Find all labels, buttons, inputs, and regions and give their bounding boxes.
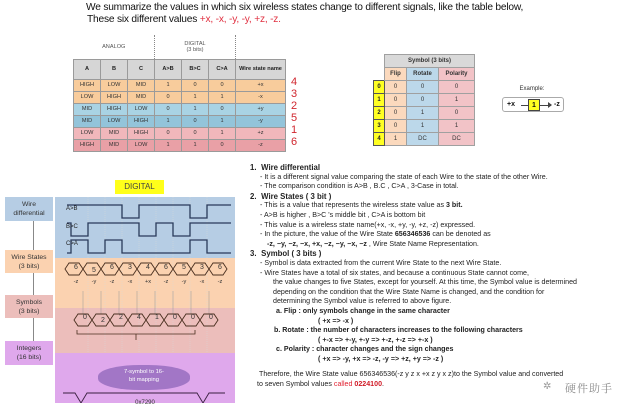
signal-label-bc: B>C xyxy=(66,224,78,230)
connector-line xyxy=(33,221,34,250)
col-polarity: Polarity xyxy=(439,68,475,81)
note-line: - The comparison condition is A>B , B.C , C>A , 3-Case in total. xyxy=(260,182,459,191)
note-line: - In the picture, the value of the Wire State 656346536 can be denoted as xyxy=(260,230,491,239)
row-number: 5 xyxy=(291,112,298,124)
arrow-right-icon xyxy=(548,102,552,108)
group-header-row xyxy=(74,35,286,59)
table-row: LOW MID HIGH 0 0 1 +z xyxy=(74,127,286,139)
row-number: 6 xyxy=(291,136,298,148)
section-heading-2: 2. Wire States ( 3 bit ) xyxy=(250,191,332,201)
wire-state-name: -x xyxy=(199,279,205,285)
example-box xyxy=(502,97,564,112)
table-row: MID HIGH LOW 0 1 0 +y xyxy=(74,103,286,115)
symbol-value: 0 xyxy=(191,314,195,321)
group-empty xyxy=(236,35,286,59)
side-label-integers: Integers (16 bits) xyxy=(5,341,53,365)
rule-polarity: c. Polarity : character changes and the sign changes xyxy=(276,345,454,354)
col-rotate: Rotate xyxy=(407,68,439,81)
explanation-notes xyxy=(245,163,640,390)
symbol-table xyxy=(373,54,475,146)
col-name: Wire state name xyxy=(236,59,286,79)
intro-line-2 xyxy=(86,14,523,26)
rule-polarity-example: ( +x => -y, +x => -z, -y => +z, +y => -z ) xyxy=(318,354,444,363)
symbol-value: 0 xyxy=(173,314,177,321)
wire-state-number: 6 xyxy=(110,264,114,271)
wire-state-number: 6 xyxy=(164,264,168,271)
intro-values: +x, -x, -y, -y, +z, -z. xyxy=(199,14,281,25)
wire-state-name: -y xyxy=(91,279,97,285)
side-label-symbols: Symbols (3 bits) xyxy=(5,295,53,318)
table-row: 2 0 1 0 xyxy=(374,107,475,120)
wire-state-table xyxy=(73,35,286,152)
intro-text xyxy=(86,2,523,26)
col-ca: C>A xyxy=(209,59,236,79)
wire-state-number: 4 xyxy=(146,264,150,271)
table-row: 3 0 1 1 xyxy=(374,120,475,133)
symbol-value: 0 xyxy=(83,314,87,321)
table-row: HIGH MID LOW 1 1 0 -z xyxy=(74,139,286,151)
symbol-value: 4 xyxy=(137,314,141,321)
side-label-wire-differential: Wire differential xyxy=(5,197,53,221)
conclusion-line-1: Therefore, the Wire State value 656346536(-z y z x +x z y x z)to the Symbol value and converted xyxy=(259,370,564,379)
note-line: - Wire States have a total of six states, and because a continuous State cannot come, xyxy=(260,268,529,277)
signal-label-ca: C>A xyxy=(66,241,78,247)
example-label: Example: xyxy=(519,86,545,92)
note-line: - It is a different signal value comparing the state of each Wire to the state of the other Wire. xyxy=(260,172,548,181)
side-label-wire-states: Wire States (3 bits) xyxy=(5,250,53,273)
example-symbol: 1 xyxy=(528,99,540,111)
symbol-value: 2 xyxy=(101,317,105,324)
chat-bubble-icon: ✲ xyxy=(543,381,552,392)
col-c: C xyxy=(128,59,155,79)
section-heading-1: 1. Wire differential xyxy=(250,163,321,172)
section-heading-3: 3. Symbol ( 3 bits ) xyxy=(250,249,322,259)
col-b: B xyxy=(101,59,128,79)
col-flip: Flip xyxy=(385,68,407,81)
wire-state-name: -z xyxy=(163,279,169,285)
digital-label: DIGITAL xyxy=(115,180,164,194)
symbol-value: 1 xyxy=(155,314,159,321)
group-analog: ANALOG xyxy=(74,35,155,59)
wire-state-name: -y xyxy=(181,279,187,285)
table-row: HIGH LOW MID 1 0 0 +x xyxy=(74,79,286,91)
note-line: depending on the condition that the Wire State Name is changed, and the condition for xyxy=(273,287,545,296)
symbol-value: 0 xyxy=(209,314,213,321)
wire-state-name: -z xyxy=(73,279,79,285)
table-row: MID LOW HIGH 1 0 1 -y xyxy=(74,115,286,127)
conclusion-line-2: to seven Symbol values called 0224100. xyxy=(257,380,385,389)
group-digital: DIGITAL (3 bits) xyxy=(155,35,236,59)
note-line: -z, −y, −z, −x, +x, −z, −y, −x, −z , Wire State Name Representation. xyxy=(267,239,479,248)
row-number: 4 xyxy=(291,76,298,88)
col-bc: B>C xyxy=(182,59,209,79)
connector-line xyxy=(33,318,34,341)
row-number: 3 xyxy=(291,88,298,100)
mapping-cloud: 7-symbol to 16- bit mapping xyxy=(98,365,190,390)
wire-state-name: -x xyxy=(127,279,133,285)
wire-state-number: 3 xyxy=(128,264,132,271)
intro-prefix: These six different values xyxy=(87,14,200,25)
row-number: 1 xyxy=(291,124,298,136)
table-row: 0 0 0 0 xyxy=(374,81,475,94)
wire-state-number: 5 xyxy=(92,267,96,274)
integer-value: 0x7290 xyxy=(135,400,155,406)
note-line: - This is a value that represents the wireless state value as 3 bit. xyxy=(260,201,463,210)
symbol-value: 2 xyxy=(119,314,123,321)
note-line: determining the Symbol value is referred to above figure. xyxy=(273,297,452,306)
note-line: - A>B is higher , B>C 's middle bit , C>A is bottom bit xyxy=(260,210,426,219)
rule-flip-example: ( +x => -x ) xyxy=(318,316,354,325)
connector-line xyxy=(33,273,34,295)
encoding-diagram xyxy=(0,155,240,417)
wire-state-name: +x xyxy=(144,279,152,285)
wire-state-number: 5 xyxy=(182,264,186,271)
signal-label-ab: A>B xyxy=(66,206,78,212)
intro-line-1: We summarize the values in which six wireless states change to different signals, like the table below, xyxy=(86,2,524,13)
table-row: LOW HIGH MID 0 1 1 -x xyxy=(74,91,286,103)
rule-rotate-example: ( +-x => +-y, +-y => +-z, +-z => +-x ) xyxy=(318,335,433,344)
rule-flip: a. Flip : only symbols change in the same character xyxy=(276,306,450,315)
table-row: 1 0 0 1 xyxy=(374,94,475,107)
note-line: - Symbol is data extracted from the current Wire State to the next Wire State. xyxy=(260,258,502,267)
wire-state-name: -z xyxy=(217,279,223,285)
rule-rotate: b. Rotate : the number of characters increases to the following characters xyxy=(274,326,523,335)
note-line: the value changes to five States, except for yourself. At this time, the Symbol value is determined xyxy=(273,278,578,287)
wire-state-name: -z xyxy=(109,279,115,285)
table-row: 4 1 DC DC xyxy=(374,133,475,146)
col-ab: A>B xyxy=(155,59,182,79)
symbol-table-title: Symbol (3 bits) xyxy=(385,55,475,68)
wire-state-number: 6 xyxy=(218,264,222,271)
note-line: - This value is a wireless state name(+x, -x, +y, -y, +z, -z) expressed. xyxy=(260,220,476,229)
col-a: A xyxy=(74,59,101,79)
row-number: 2 xyxy=(291,100,298,112)
example-from: +x xyxy=(507,101,515,108)
example-to: -z xyxy=(554,101,560,108)
wire-state-number: 3 xyxy=(200,264,204,271)
wire-state-number: 6 xyxy=(74,264,78,271)
column-header-row xyxy=(74,59,286,79)
watermark: 硬件助手 xyxy=(565,383,613,395)
